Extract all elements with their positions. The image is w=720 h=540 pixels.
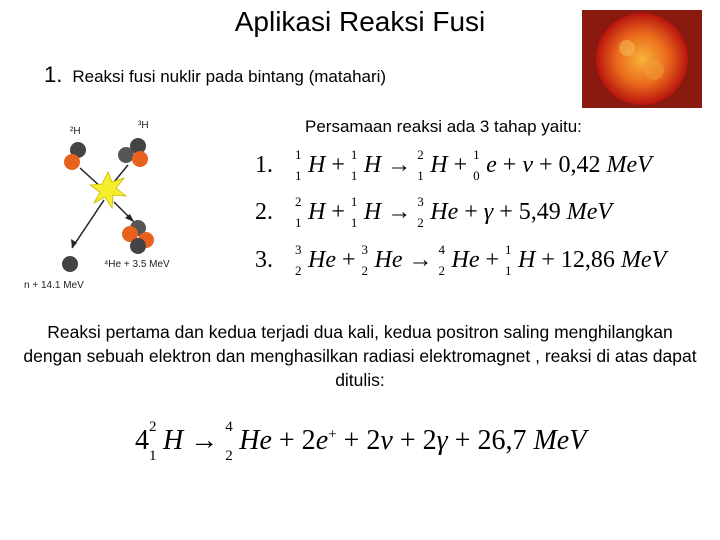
equations-heading: Persamaan reaksi ada 3 tahap yaitu: [305, 117, 582, 136]
overall-equation: 4 2 1 H → 4 2 He + 2e+ + 2ν + 2γ + 26,7 MeV [135, 418, 587, 464]
helium-nucleus [122, 220, 154, 254]
point-1 [44, 62, 386, 88]
sun-image [582, 10, 702, 108]
equation-number: 2. [255, 199, 273, 225]
equation-number: 1. [255, 152, 273, 178]
deuterium-label: ²H [70, 126, 81, 137]
tritium-nucleus [118, 138, 148, 167]
arrow-out-neutron [72, 200, 104, 248]
point-text: Reaksi fusi nuklir pada bintang (matahari) [72, 67, 387, 86]
tritium-label: ³H [138, 120, 149, 131]
deuterium-nucleus [64, 142, 86, 170]
explanation-paragraph: Reaksi pertama dan kedua terjadi dua kali, kedua positron saling menghilangkan dengan sebuah elektron dan menghasilkan radiasi elektromagnet , reaksi di atas dapat ditulis: [23, 322, 697, 390]
neutron [62, 256, 78, 272]
equation-1: 1. 1 1 H + 1 1 H → 2 1 H + 1 0 e + ν + 0,42 MeV [255, 146, 652, 183]
point-number: 1. [44, 62, 63, 87]
equation-2: 2. 2 1 H + 1 1 H → 3 2 He + γ + 5,49 MeV [255, 193, 613, 230]
fusion-flash-icon [90, 172, 126, 208]
equation-3: 3. 3 2 He + 3 2 He → 4 2 He + 1 1 H + 12,86 MeV [255, 241, 667, 278]
equation-number: 3. [255, 247, 273, 273]
helium-energy-label: ⁴He + 3.5 MeV [104, 259, 170, 270]
neutron-energy-label: n + 14.1 MeV [24, 280, 84, 291]
slide-title: Aplikasi Reaksi Fusi [234, 6, 486, 37]
fusion-diagram [20, 110, 215, 300]
